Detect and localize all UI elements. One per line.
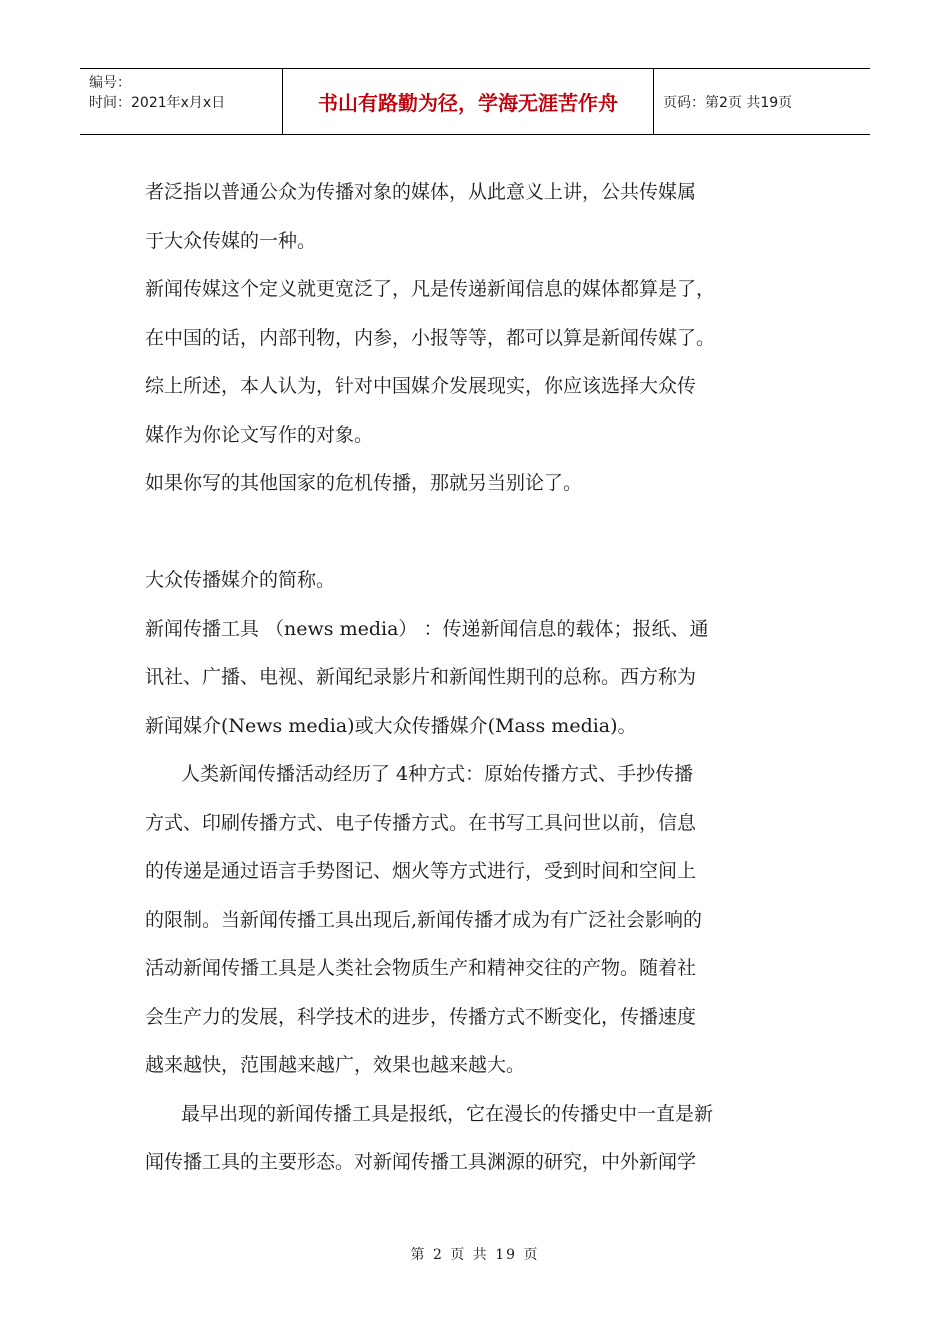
body-line: 大众传播媒介的简称。 [145, 569, 336, 591]
body-line: 活动新闻传播工具是人类社会物质生产和精神交往的产物。随着社 [145, 957, 697, 979]
date-label: 时间：2021年x月x日 [89, 95, 226, 111]
body-line: 新闻传播工具 （news media） ：传递新闻信息的载体；报纸、通 [145, 617, 709, 640]
document-body [145, 168, 810, 1187]
paragraph-gap [145, 508, 810, 557]
body-line: 越来越快，范围越来越广，效果也越来越大。 [145, 1054, 526, 1076]
body-line: 媒作为你论文写作的对象。 [145, 423, 374, 446]
header-meta [80, 69, 282, 134]
body-line: 讯社、广播、电视、新闻纪录影片和新闻性期刊的总称。西方称为 [145, 666, 697, 688]
page-footer: 第 2 页 共 19 页 [410, 1247, 540, 1263]
body-line: 的传递是通过语言手势图记、烟火等方式进行，受到时间和空间上 [145, 860, 697, 882]
body-line: 闻传播工具的主要形态。对新闻传播工具渊源的研究，中外新闻学 [145, 1151, 697, 1173]
serial-number-label: 编号： [89, 75, 131, 91]
body-line: 最早出现的新闻传播工具是报纸，它在漫长的传播史中一直是新 [181, 1102, 714, 1125]
body-line: 综上所述，本人认为，针对中国媒介发展现实，你应该选择大众传 [145, 375, 697, 397]
body-line: 新闻媒介(News media)或大众传播媒介(Mass media)。 [145, 714, 637, 737]
body-line: 人类新闻传播活动经历了 4种方式：原始传播方式、手抄传播 [181, 763, 694, 785]
body-line: 方式、印刷传播方式、电子传播方式。在书写工具问世以前，信息 [145, 811, 697, 834]
body-line: 于大众传媒的一种。 [145, 229, 317, 252]
header-motto: 书山有路勤为径，学海无涯苦作舟 [282, 69, 654, 134]
body-line: 如果你写的其他国家的危机传播，那就另当别论了。 [145, 472, 583, 494]
body-line: 的限制。当新闻传播工具出现后,新闻传播才成为有广泛社会影响的 [145, 908, 703, 931]
header-page-code: 页码：第2页 共19页 [663, 94, 793, 111]
body-line: 新闻传媒这个定义就更宽泛了，凡是传递新闻信息的媒体都算是了， [145, 278, 716, 300]
body-line: 在中国的话，内部刊物，内参，小报等等，都可以算是新闻传媒了。 [145, 326, 716, 349]
body-line: 会生产力的发展，科学技术的进步，传播方式不断变化，传播速度 [145, 1005, 697, 1028]
page-header [80, 68, 870, 135]
body-line: 者泛指以普通公众为传播对象的媒体，从此意义上讲，公共传媒属 [145, 181, 697, 203]
